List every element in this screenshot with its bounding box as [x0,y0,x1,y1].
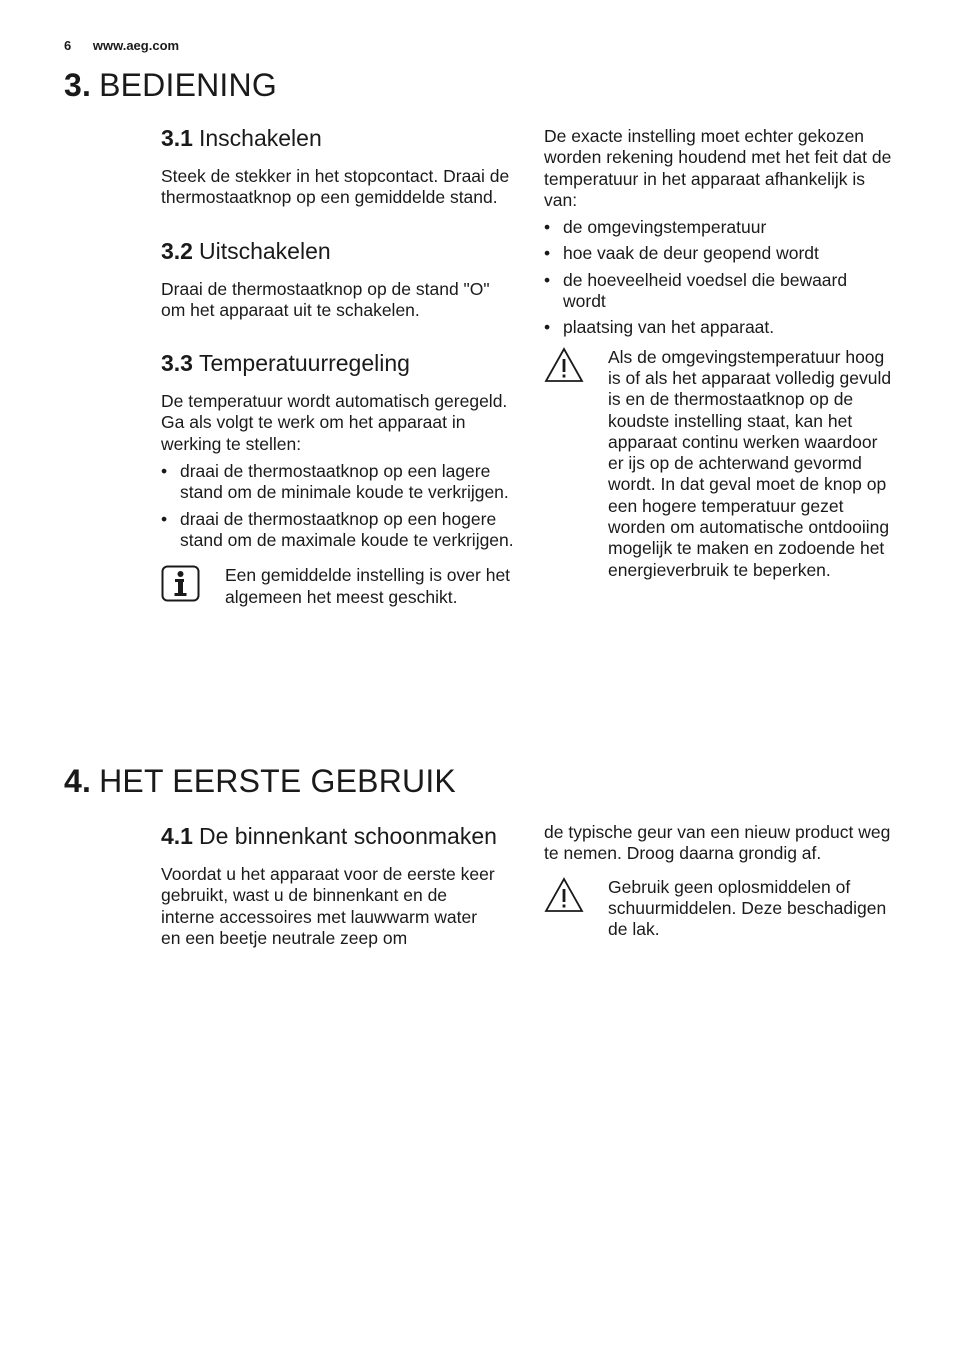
chapter-3-right-column [544,126,894,581]
chapter-4-right-column [544,822,894,940]
list-item: • de omgevingstemperatuur [544,217,894,238]
section-title-text: Inschakelen [198,125,322,151]
section-title-text: De binnenkant schoonmaken [198,823,497,849]
warning-note [544,347,894,581]
section-4-1-continued-text: de typische geur van een nieuw product weg te nemen. Droog daarna grondig af. [544,822,891,864]
section-3-3-title [161,349,517,377]
list-item: • draai de thermostaatknop op een lagere stand om de minimale koude te verkrijgen. [161,461,517,504]
warning-note-text: Gebruik geen oplosmiddelen of schuurmiddelen. Deze beschadigen de lak. [608,876,887,940]
info-note [161,565,517,608]
chapter-3-title [64,67,277,104]
chapter-4-left-column [161,822,501,949]
right-intro-text: De exacte instelling moet echter gekozen worden rekening houdend met het feit dat de temperatuur in het apparaat afhankelijk is van: [544,126,892,210]
info-note-text: Een gemiddelde instelling is over het algemeen het meest geschikt. [225,565,511,607]
list-item: • hoe vaak de deur geopend wordt [544,243,894,264]
page-header [64,38,179,53]
warning-note [544,877,894,941]
section-3-3-text-2: Ga als volgt te werk om het apparaat in werking te stellen: [161,412,466,454]
section-3-3-bullets [161,461,517,551]
info-icon [161,565,225,608]
section-3-1-text: Steek de stekker in het stopcontact. Draai de thermostaatknop op een gemiddelde stand. [161,166,510,208]
list-item: • de hoeveelheid voedsel die bewaard wordt [544,270,894,313]
warning-icon [544,877,608,941]
section-title-text: Uitschakelen [198,237,331,264]
website-label: www.aeg.com [92,38,180,53]
section-number: 3.2 [161,237,193,264]
section-4-1-title [161,822,501,850]
section-title-text: Temperatuurregeling [198,350,410,377]
warning-note-text: Als de omgevingstemperatuur hoog is of als het apparaat volledig gevuld is en de thermostaatknop op de koudste instelling staat, kan het apparaat continu werken waardoor er ijs op de achterwand gevormd wordt. In dat geval moet de knop op een hogere temperatuur gezet worden om automatische ontdooiing mogelijk te maken en zodoende het energieverbruik te beperken. [608,346,892,580]
chapter-4-title-text: HET EERSTE GEBRUIK [99,763,456,799]
chapter-4-number: 4. [64,763,92,799]
chapter-3-left-column [161,124,517,609]
list-item: • draai de thermostaatknop op een hogere stand om de maximale koude te verkrijgen. [161,509,517,552]
section-3-3-text-1: De temperatuur wordt automatisch geregeld. [161,391,508,412]
right-bullets [544,217,894,338]
warning-icon [544,347,608,581]
section-number: 3.3 [161,350,193,377]
chapter-3-number: 3. [64,67,92,103]
page-number: 6 [64,38,72,53]
section-3-2-title [161,237,517,265]
section-number: 4.1 [161,823,193,849]
section-3-1-title [161,124,517,152]
section-number: 3.1 [161,125,193,151]
list-item: • plaatsing van het apparaat. [544,317,894,338]
chapter-4-title [64,763,456,800]
section-4-1-text: Voordat u het apparaat voor de eerste keer gebruikt, wast u de binnenkant en de interne accessoires met lauwwarm water en een beetje neutrale zeep om [161,864,495,948]
chapter-3-title-text: BEDIENING [99,67,277,103]
section-3-2-text: Draai de thermostaatknop op de stand "O" om het apparaat uit te schakelen. [161,278,490,320]
